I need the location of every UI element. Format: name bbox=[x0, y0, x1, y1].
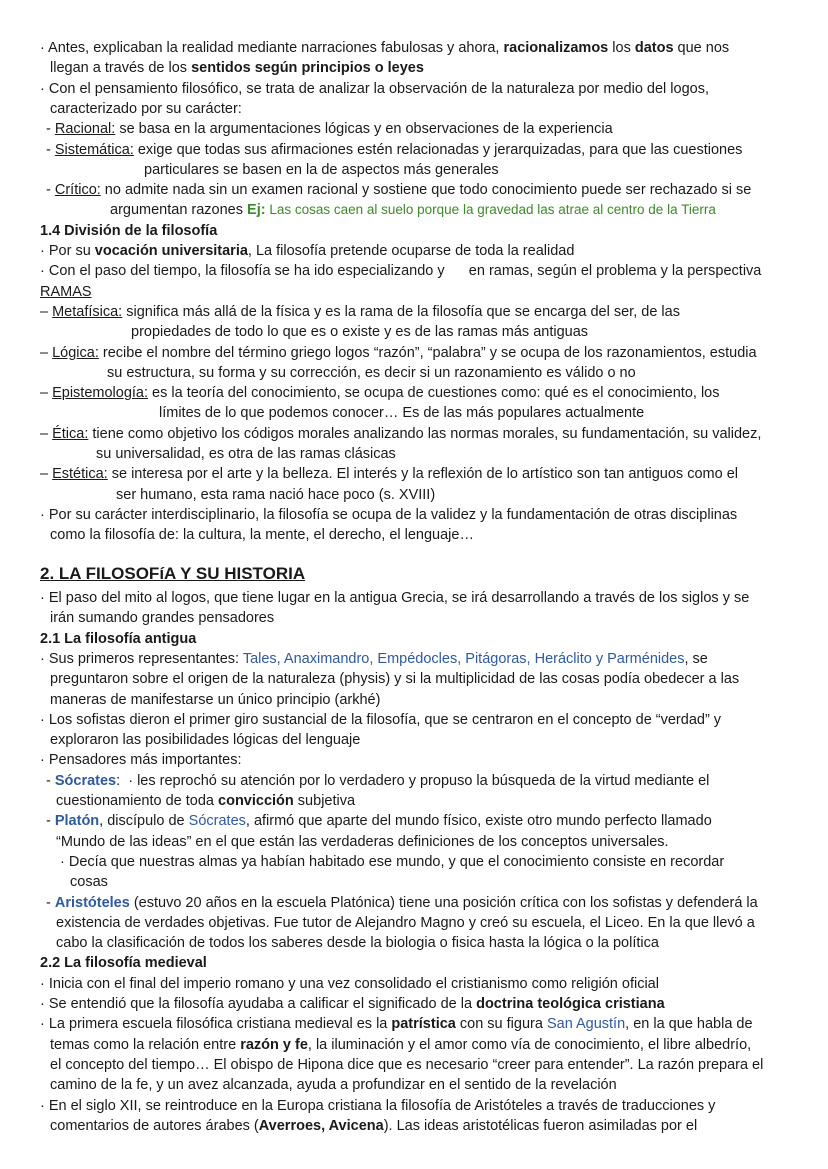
paragraph-line: cuestionamiento de toda convicción subjetiva bbox=[56, 793, 356, 809]
list-item-estetica: – Estética: se interesa por el arte y la belleza. El interés y la reflexión de lo artístico son tan antiguos como el bbox=[40, 466, 738, 483]
section-heading-2: 2. LA FILOSOFíA Y SU HISTORIA bbox=[40, 564, 306, 583]
paragraph-line: cabo la clasificación de todos los saberes desde la biologia o fisica hasta la lógica o la política bbox=[56, 935, 659, 952]
section-heading-2-2: 2.2 La filosofía medieval bbox=[40, 955, 207, 972]
paragraph-line: exploraron las posibilidades lógicas del lenguaje bbox=[50, 732, 361, 749]
paragraph-line: irán sumando grandes pensadores bbox=[50, 610, 275, 627]
list-item-aristoteles: - Aristóteles (estuvo 20 años en la escuela Platónica) tiene una posición crítica con los sofistas y defenderá la bbox=[46, 894, 758, 911]
paragraph-line: como la filosofía de: la cultura, la mente, el derecho, el lenguaje… bbox=[50, 527, 474, 544]
paragraph-line: · Inicia con el final del imperio romano y una vez consolidado el cristianismo como religión oficial bbox=[40, 975, 659, 992]
list-item-platon: - Platón, discípulo de Sócrates, afirmó que aparte del mundo físico, existe otro mundo perfecto llamado bbox=[46, 813, 712, 830]
paragraph-line: · Con el pensamiento filosófico, se trata de analizar la observación de la naturaleza por medio del logos, bbox=[40, 80, 709, 97]
paragraph-line: comentarios de autores árabes (Averroes, Avicena). Las ideas aristotélicas fueron asimiladas por el bbox=[50, 1117, 698, 1134]
paragraph-line: · Los sofistas dieron el primer giro sustancial de la filosofía, que se centraron en el concepto de “verdad” y bbox=[40, 711, 722, 728]
paragraph-line: · Con el paso del tiempo, la filosofía se ha ido especializando y en ramas, según el problema y la perspectiva bbox=[40, 263, 762, 280]
paragraph-line: llegan a través de los sentidos según principios o leyes bbox=[50, 60, 424, 77]
ramas-title: RAMAS bbox=[40, 283, 92, 300]
list-item-logica: – Lógica: recibe el nombre del término griego logos “razón”, “palabra” y se ocupa de los razonamientos, estudia bbox=[40, 344, 757, 361]
paragraph-line: · El paso del mito al logos, que tiene lugar en la antigua Grecia, se irá desarrollando a través de los siglos y se bbox=[40, 590, 750, 606]
paragraph-line: · La primera escuela filosófica cristiana medieval es la patrística con su figura San Agustín, en la que habla de bbox=[40, 1016, 753, 1033]
paragraph-line: camino de la fe, y un avez alcanzada, ayuda a profundizar en el sentido de la revelación bbox=[50, 1077, 617, 1094]
section-heading-1-4: 1.4 División de la filosofía bbox=[40, 222, 218, 239]
paragraph-line: “Mundo de las ideas” en el que están las verdaderas definiciones de los conceptos universales. bbox=[56, 833, 669, 850]
paragraph-line: el concepto del tiempo… El obispo de Hipona dice que es necesario “creer para entender”. La razón prepara el bbox=[50, 1056, 764, 1073]
paragraph-line: · Por su carácter interdisciplinario, la filosofía se ocupa de la validez y la fundamentación de otras disciplinas bbox=[40, 506, 738, 523]
paragraph-line: propiedades de todo lo que es o existe y es de las ramas más antiguas bbox=[131, 324, 589, 341]
paragraph-line: caracterizado por su carácter: bbox=[50, 100, 242, 117]
list-item-sistematica: - Sistemática: exige que todas sus afirmaciones estén relacionadas y jerarquizadas, para que las cuestiones bbox=[46, 141, 743, 158]
paragraph-line: · Se entendió que la filosofía ayudaba a calificar el significado de la doctrina teológica cristiana bbox=[40, 996, 665, 1012]
list-item-epistemologia: – Epistemología: es la teoría del conocimiento, se ocupa de cuestiones como: qué es el conocimiento, los bbox=[40, 385, 720, 402]
paragraph-line: · Decía que nuestras almas ya habían habitado ese mundo, y que el conocimiento consiste en recordar bbox=[60, 853, 725, 870]
paragraph-line: · Pensadores más importantes: bbox=[40, 752, 242, 769]
list-item-etica: – Ética: tiene como objetivo los códigos morales analizando las normas morales, su fundamentación, su validez, bbox=[40, 425, 762, 442]
section-heading-2-1: 2.1 La filosofía antigua bbox=[40, 630, 197, 647]
list-item-racional: - Racional: se basa en la argumentaciones lógicas y en observaciones de la experiencia bbox=[46, 121, 613, 138]
paragraph-line: · Por su vocación universitaria, La filosofía pretende ocuparse de toda la realidad bbox=[40, 243, 575, 259]
paragraph-line: su estructura, su forma y su corrección, es decir si un razonamiento es válido o no bbox=[107, 364, 636, 381]
list-item-critico: - Crítico: no admite nada sin un examen racional y sostiene que todo conocimiento puede ser rechazado si se bbox=[46, 182, 752, 199]
paragraph-line: argumentan razones Ej: Las cosas caen al suelo porque la gravedad las atrae al centro de la Tierra bbox=[110, 202, 716, 219]
paragraph-line: existencia de verdades objetivas. Fue tutor de Alejandro Magno y creó su escuela, el Liceo. En la que llevó a bbox=[56, 914, 755, 931]
paragraph-line: preguntaron sobre el origen de la naturaleza (physis) y si la multiplicidad de las cosas podía obedecer a las bbox=[50, 671, 740, 688]
paragraph-line: su universalidad, es otra de las ramas clásicas bbox=[96, 446, 396, 462]
paragraph-line: maneras de manifestarse un único principio (arkhé) bbox=[50, 691, 381, 708]
paragraph-line: límites de lo que podemos conocer… Es de las más populares actualmente bbox=[159, 405, 645, 422]
paragraph-line: temas como la relación entre razón y fe, la iluminación y el amor como vía de conocimiento, el libre albedrío, bbox=[50, 1036, 752, 1053]
paragraph-line: cosas bbox=[70, 874, 108, 891]
paragraph-line: · Antes, explicaban la realidad mediante narraciones fabulosas y ahora, racionalizamos los datos que nos bbox=[40, 40, 730, 56]
paragraph-line: particulares se basen en la de aspectos más generales bbox=[144, 161, 499, 178]
list-item-metafisica: – Metafísica: significa más allá de la física y es la rama de la filosofía que se encarga del ser, de las bbox=[40, 303, 680, 320]
paragraph-line: · Sus primeros representantes: Tales, Anaximandro, Empédocles, Pitágoras, Heráclito y Parménides, se bbox=[40, 650, 708, 667]
paragraph-line: · En el siglo XII, se reintroduce en la Europa cristiana la filosofía de Aristóteles a través de traducciones y bbox=[40, 1097, 716, 1114]
list-item-socrates: - Sócrates: · les reprochó su atención por lo verdadero y propuso la búsqueda de la virtud mediante el bbox=[46, 772, 710, 789]
paragraph-line: ser humano, esta rama nació hace poco (s. XVIII) bbox=[116, 486, 436, 503]
